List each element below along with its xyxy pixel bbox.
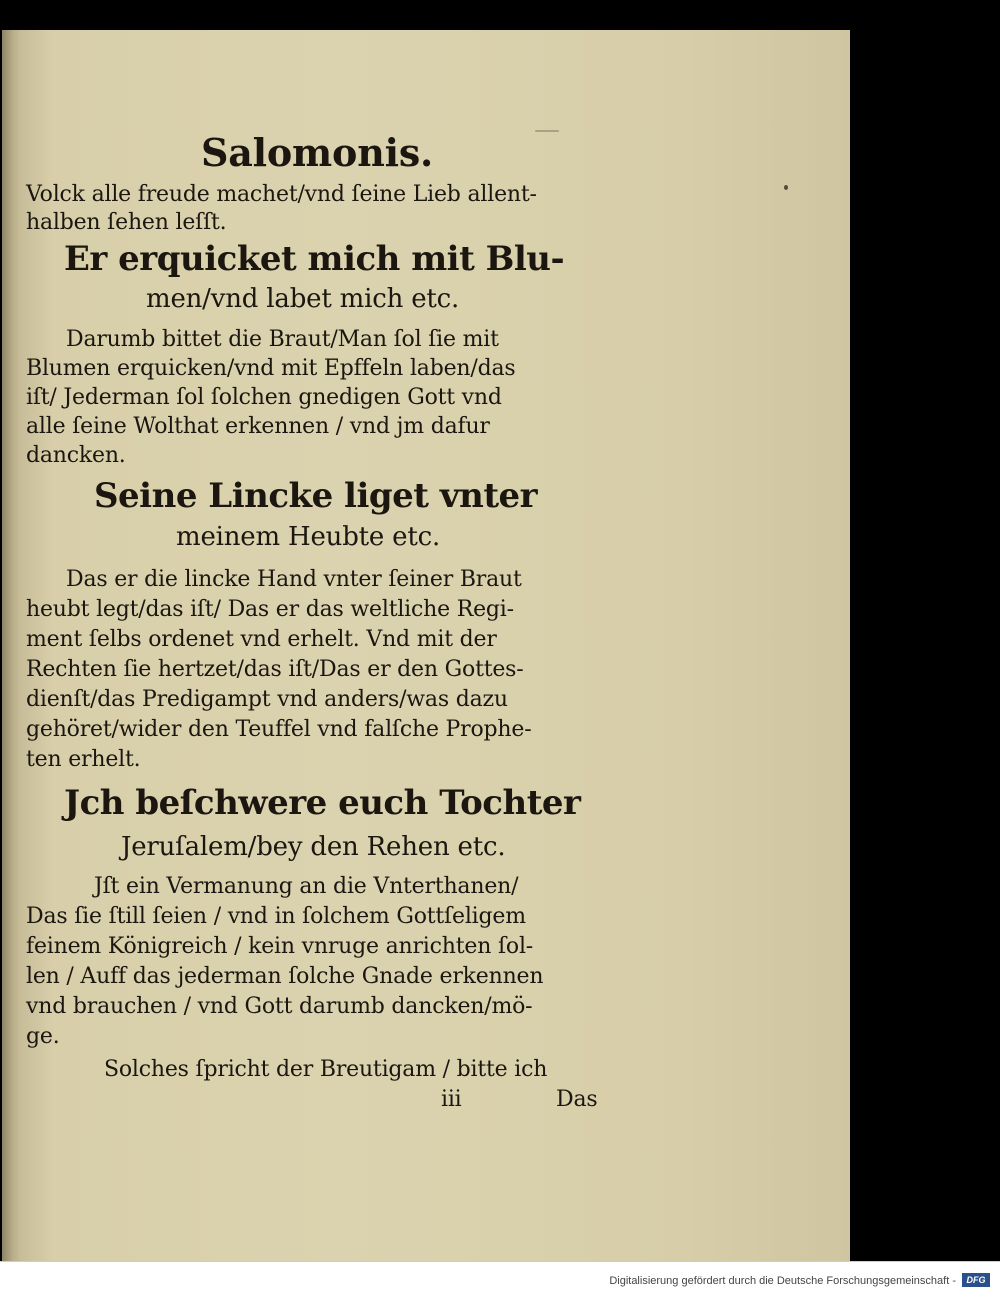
text-line: ge. bbox=[26, 1024, 60, 1049]
section-heading: Er erquicket mich mit Blu- bbox=[64, 239, 565, 279]
ink-speck bbox=[535, 130, 559, 132]
section-heading: Jch beſchwere euch Tochter bbox=[64, 783, 581, 823]
catchword: Das bbox=[556, 1087, 598, 1112]
text-line: dienſt/das Predigampt vnd anders/was dazu bbox=[26, 687, 508, 712]
footer-bar bbox=[0, 1261, 1000, 1297]
text-line: Volck alle freude machet/vnd ſeine Lieb allent- bbox=[26, 182, 537, 207]
text-line: Darumb bittet die Braut/Man ſol ſie mit bbox=[66, 327, 499, 352]
running-title: Salomonis. bbox=[201, 130, 434, 175]
text-line: halben ſehen leſſt. bbox=[26, 210, 227, 235]
section-heading: Seine Lincke liget vnter bbox=[94, 476, 538, 516]
text-line: gehöret/wider den Teuffel vnd falſche Prophe- bbox=[26, 717, 532, 742]
text-line: Das er die lincke Hand vnter ſeiner Braut bbox=[66, 567, 522, 592]
text-line: ment ſelbs ordenet vnd erhelt. Vnd mit der bbox=[26, 627, 497, 652]
signature-mark: iii bbox=[441, 1087, 462, 1112]
text-line: Jſt ein Vermanung an die Vnterthanen/ bbox=[94, 874, 519, 899]
text-line: vnd brauchen / vnd Gott darumb dancken/mö- bbox=[26, 994, 533, 1019]
text-line: Blumen erquicken/vnd mit Epffeln laben/das bbox=[26, 356, 516, 381]
funding-notice: Digitalisierung gefördert durch die Deutsche Forschungsgemeinschaft - bbox=[609, 1275, 956, 1287]
text-line: feinem Königreich / kein vnruge anrichten ſol- bbox=[26, 934, 534, 959]
text-line: Das ſie ſtill ſeien / vnd in ſolchem Gottſeligem bbox=[26, 904, 526, 929]
section-heading: Jeruſalem/bey den Rehen etc. bbox=[121, 832, 506, 862]
text-line: ten erhelt. bbox=[26, 747, 141, 772]
section-heading: men/vnd labet mich etc. bbox=[146, 284, 460, 314]
text-line: iſt/ Jederman ſol ſolchen gnedigen Gott vnd bbox=[26, 385, 502, 410]
text-line: len / Auff das jederman ſolche Gnade erkennen bbox=[26, 964, 544, 989]
dfg-logo-icon: DFG bbox=[962, 1273, 990, 1287]
ink-speck bbox=[784, 185, 788, 190]
text-line: alle ſeine Wolthat erkennen / vnd jm dafur bbox=[26, 414, 490, 439]
text-line: heubt legt/das iſt/ Das er das weltliche Regi- bbox=[26, 597, 514, 622]
text-line: Rechten ſie hertzet/das iſt/Das er den Gottes- bbox=[26, 657, 524, 682]
text-line: Solches ſpricht der Breutigam / bitte ich bbox=[104, 1057, 548, 1082]
book-page bbox=[2, 30, 850, 1262]
text-line: dancken. bbox=[26, 443, 126, 468]
section-heading: meinem Heubte etc. bbox=[176, 522, 441, 552]
